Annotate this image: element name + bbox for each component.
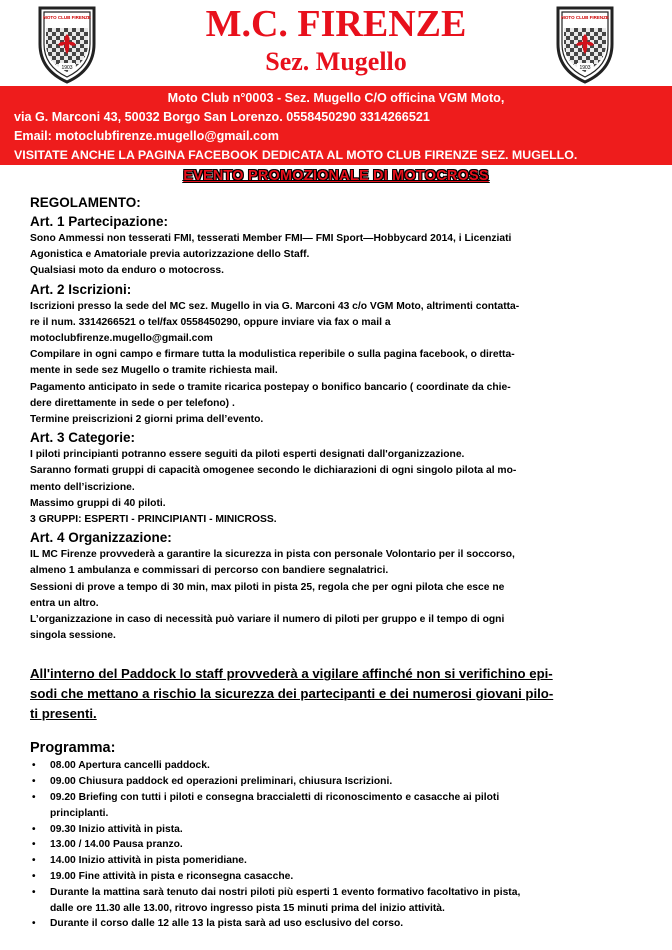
list-item: • 14.00 Inizio attività in pista pomeridiane. <box>30 853 652 869</box>
article-title: Art. 4 Organizzazione: <box>30 530 172 546</box>
banner-address-line: via G. Marconi 43, 50032 Borgo San Lorenzo. 0558450290 3314266521 <box>14 110 430 124</box>
article-title: Art. 3 Categorie: <box>30 430 136 446</box>
bullet-icon: • <box>32 871 36 883</box>
article-line: mente in sede sez Mugello o tramite richiesta mail. <box>30 365 278 377</box>
paddock-line: sodi che mettano a rischio la sicurezza dei partecipanti e dei numerosi giovani pilo- <box>30 686 554 702</box>
list-item: • 09.30 Inizio attività in pista. <box>30 822 652 838</box>
article-3 <box>30 428 652 528</box>
article-line: almeno 1 ambulanza e commissari di percorso con bandiere segnalatrici. <box>30 565 389 577</box>
banner-club-line: Moto Club n°0003 - Sez. Mugello C/O officina VGM Moto, <box>167 91 505 105</box>
bullet-icon: • <box>32 792 36 804</box>
list-item: • 09.20 Briefing con tutti i piloti e consegna braccialetti di riconoscimento e casacche ai piloti principlanti. <box>32 792 500 819</box>
article-line: Agonistica e Amatoriale previa autorizzazione dello Staff. <box>30 249 310 261</box>
bullet-icon: • <box>32 760 36 772</box>
article-2 <box>30 280 652 429</box>
bullet-icon: • <box>32 839 36 851</box>
club-subtitle: Sez. Mugello <box>265 47 407 76</box>
banner-facebook-line: VISITATE ANCHE LA PAGINA FACEBOOK DEDICATA AL MOTO CLUB FIRENZE SEZ. MUGELLO. <box>14 148 578 162</box>
event-title: EVENTO PROMOZIONALE DI MOTOCROSS <box>183 168 489 184</box>
article-line: Sono Ammessi non tesserati FMI, tesserati Member FMI— FMI Sport—Hobbycard 2014, i Licenziati <box>30 233 512 244</box>
regolamento-heading: REGOLAMENTO: <box>30 195 141 210</box>
logo-top-text: MOTO CLUB FIRENZE <box>561 15 609 20</box>
list-item: • Durante la mattina sarà tenuto dai nostri piloti più esperti 1 evento formativo facoltativo in pista, dalle ore 11.30 alle 13.00, ritrovo ingresso pista 15 minuti prima del inizio attività. <box>32 886 521 914</box>
article-line: Termine preiscrizioni 2 giorni prima dell’evento. <box>30 414 264 426</box>
article-line: Sessioni di prove a tempo di 30 min, max piloti in pista 25, regola che per ogni pilota che esce ne <box>30 581 505 593</box>
article-line: Compilare in ogni campo e firmare tutta la modulistica reperibile o sulla pagina facebook, o diretta- <box>30 349 515 361</box>
article-1 <box>30 212 652 280</box>
bullet-icon: • <box>32 776 36 788</box>
article-line: I piloti principianti potranno essere seguiti da piloti esperti designati dall'organizzazione. <box>30 449 465 461</box>
list-item: • Durante il corso dalle 12 alle 13 la pista sarà ad uso esclusivo del corso. <box>30 916 652 932</box>
bullet-icon: • <box>32 855 36 867</box>
document-body <box>30 194 652 932</box>
paddock-line: ti presenti. <box>30 706 97 722</box>
article-line: dere direttamente in sede o per telefono) . <box>30 397 235 409</box>
bullet-icon: • <box>32 823 36 835</box>
club-title: M.C. FIRENZE <box>205 3 467 45</box>
list-item: • 13.00 / 14.00 Pausa pranzo. <box>30 837 652 853</box>
list-item: • 09.00 Chiusura paddock ed operazioni preliminari, chiusura Iscrizioni. <box>30 774 652 790</box>
article-line: singola sessione. <box>30 630 116 642</box>
bullet-icon: • <box>32 918 36 930</box>
list-item: • 08.00 Apertura cancelli paddock. <box>30 758 652 774</box>
bullet-icon: • <box>32 886 36 898</box>
list-item: • 19.00 Fine attività in pista e riconsegna casacche. <box>30 869 652 885</box>
article-line: Qualsiasi moto da enduro o motocross. <box>30 265 224 277</box>
logo-year: 1903 <box>579 65 591 71</box>
programma-heading: Programma: <box>30 740 116 757</box>
logo-top-text: MOTO CLUB FIRENZE <box>43 15 91 20</box>
contact-banner <box>0 86 672 165</box>
email-link[interactable]: motoclubfirenze.mugello@gmail.com <box>30 333 213 345</box>
article-line: entra un altro. <box>30 597 99 609</box>
article-title: Art. 2 Iscrizioni: <box>30 281 132 297</box>
logo-year: 1903 <box>61 65 73 71</box>
article-title: Art. 1 Partecipazione: <box>30 214 169 229</box>
banner-email-line: Email: motoclubfirenze.mugello@gmail.com <box>14 129 279 143</box>
paddock-line: All'interno del Paddock lo staff provvederà a vigilare affinché non si verifichino epi- <box>30 666 553 682</box>
article-line: Saranno formati gruppi di capacità omogenee secondo le dichiarazioni di ogni singolo pilota al mo- <box>30 465 517 477</box>
programma-list <box>30 758 652 932</box>
paddock-notice <box>30 664 652 724</box>
article-line: IL MC Firenze provvederà a garantire la sicurezza in pista con personale Volontario per il soccorso, <box>30 549 515 561</box>
article-line: L’organizzazione in caso di necessità può variare il numero di piloti per gruppo e il tempo di ogni <box>30 614 505 626</box>
article-line: Massimo gruppi di 40 piloti. <box>30 497 166 509</box>
article-line: re il num. 3314266521 o tel/fax 0558450290, oppure inviare via fax o mail a <box>30 316 391 328</box>
article-line: Pagamento anticipato in sede o tramite ricarica postepay o bonifico bancario ( coordinate da chie- <box>30 381 511 393</box>
article-line: 3 GRUPPI: ESPERTI - PRINCIPIANTI - MINICROSS. <box>30 514 277 526</box>
article-line: Iscrizioni presso la sede del MC sez. Mugello in via G. Marconi 43 c/o VGM Moto, altrimenti contatta- <box>30 300 520 312</box>
article-line: mento dell’iscrizione. <box>30 481 135 493</box>
article-4 <box>30 528 652 644</box>
